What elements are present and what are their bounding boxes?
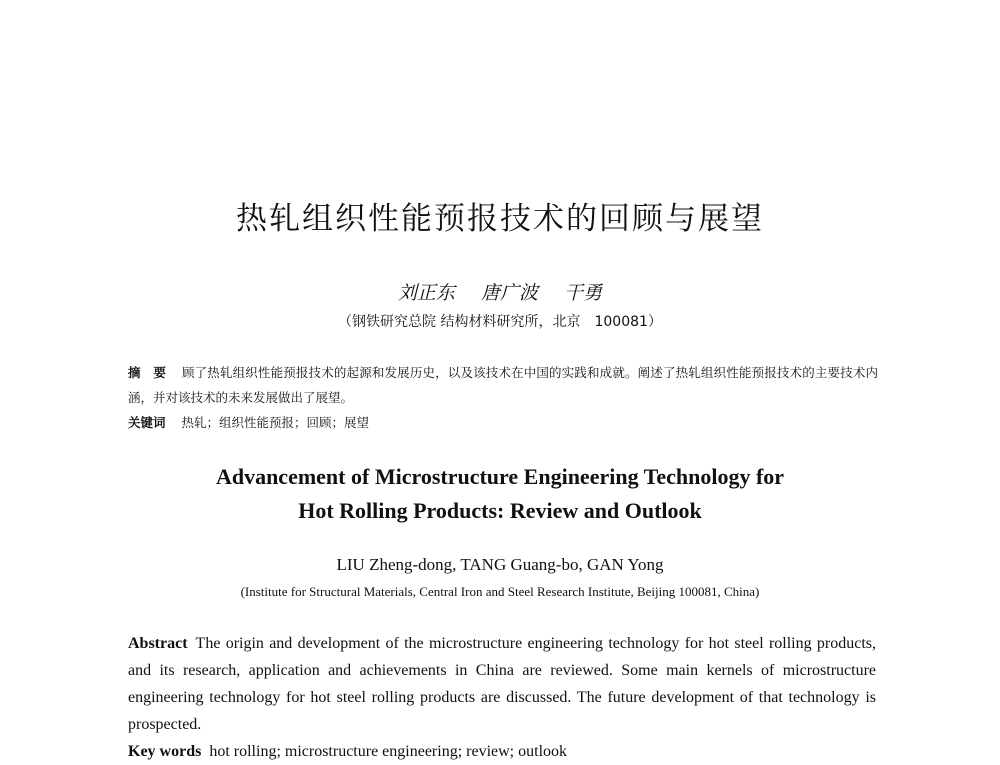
chinese-title: 热轧组织性能预报技术的回顾与展望 — [236, 201, 764, 237]
english-keywords-text: hot rolling; microstructure engineering; review; outlook — [209, 743, 568, 760]
chinese-author-1: 刘正东 — [397, 282, 455, 304]
chinese-abstract — [128, 360, 878, 410]
chinese-abstract-label: 摘 要 — [128, 365, 166, 380]
chinese-author-2: 唐广波 — [480, 282, 538, 304]
english-title — [0, 460, 1000, 528]
chinese-affiliation: （钢铁研究总院 结构材料研究所，北京 100081） — [338, 314, 662, 330]
chinese-keywords — [128, 410, 878, 435]
chinese-abstract-text: 顾了热轧组织性能预报技术的起源和发展历史，以及该技术在中国的实践和成就。阐述了热轧组织性能预报技术的主要技术内涵，并对该技术的未来发展做出了展望。 — [128, 365, 878, 405]
english-abstract-text: The origin and development of the microstructure engineering technology for hot steel rolling products, and its research, application and achievements in China are reviewed. Some main kernels of microstructure engineering technology for hot steel rolling products are discussed. The future development of that technology is prospected. — [128, 635, 876, 733]
chinese-keywords-text: 热轧；组织性能预报；回顾；展望 — [181, 415, 370, 430]
english-keywords — [128, 738, 876, 765]
chinese-author-3: 干勇 — [564, 282, 603, 304]
chinese-authors — [0, 278, 1000, 305]
english-keywords-label: Key words — [128, 743, 202, 760]
english-affiliation: (Institute for Structural Materials, Central Iron and Steel Research Institute, Beijing 100081, China) — [240, 584, 760, 599]
english-abstract-label: Abstract — [128, 635, 188, 652]
english-title-line-1: Advancement of Microstructure Engineering Technology for — [215, 464, 785, 489]
english-abstract — [128, 630, 876, 738]
chinese-keywords-label: 关键词 — [128, 415, 166, 430]
english-title-line-2: Hot Rolling Products: Review and Outlook — [298, 498, 702, 523]
english-authors: LIU Zheng-dong, TANG Guang-bo, GAN Yong — [336, 555, 664, 574]
